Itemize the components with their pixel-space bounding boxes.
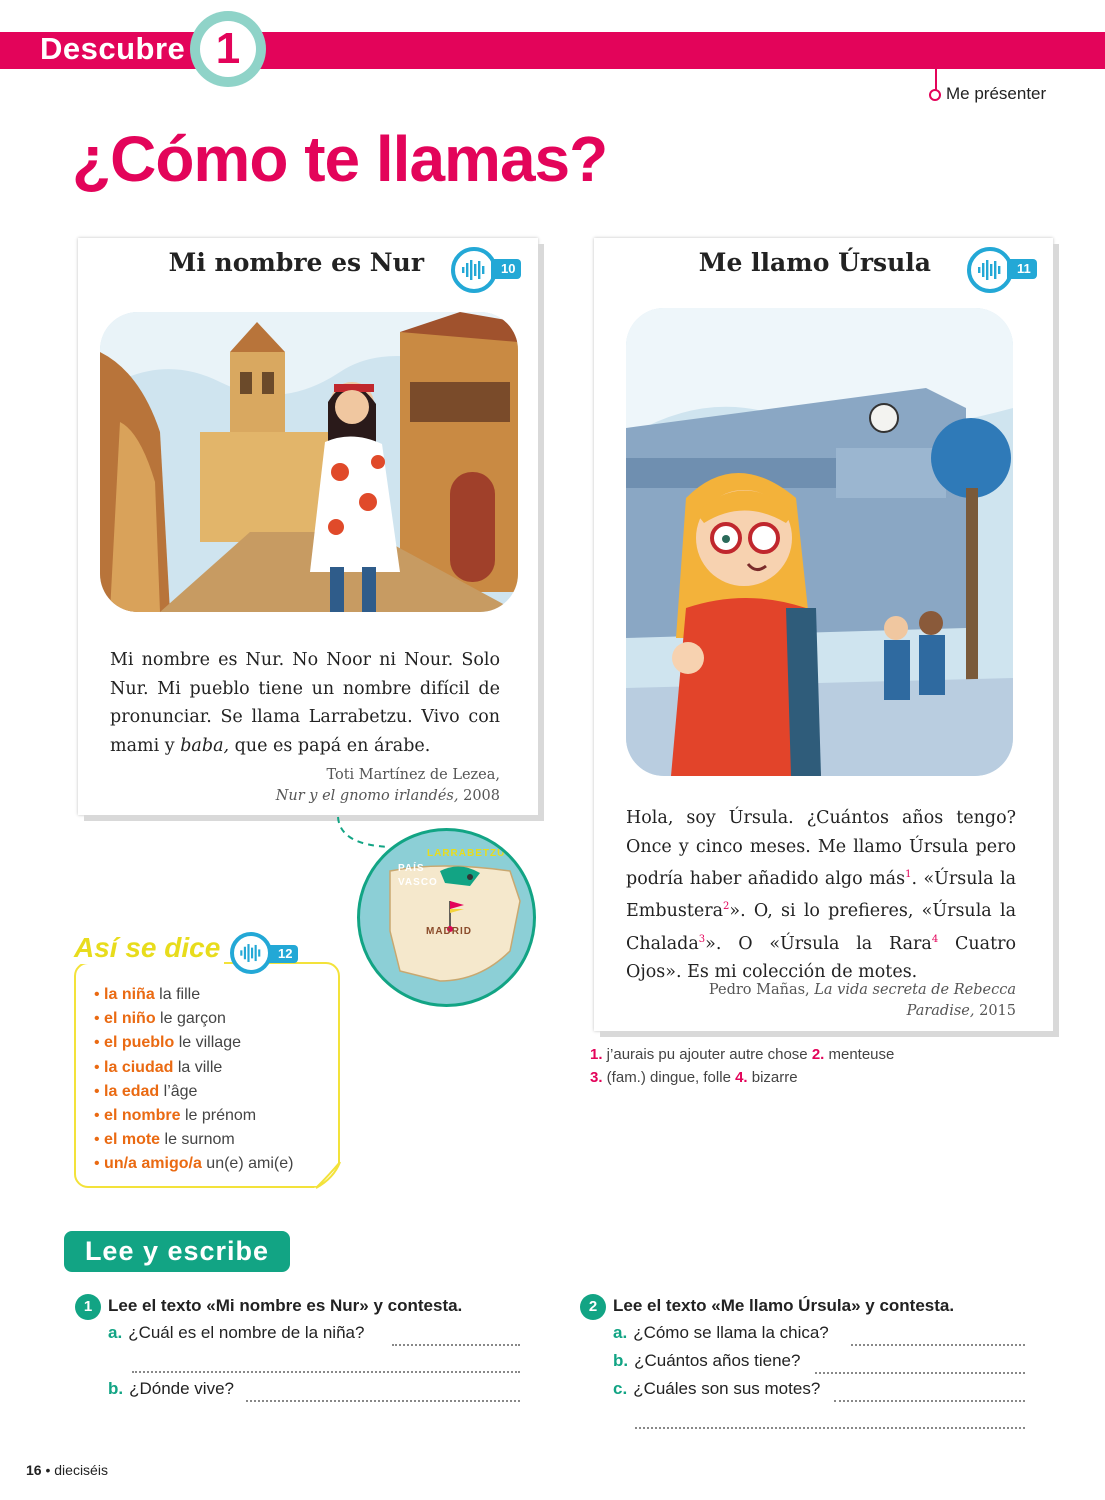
answer-line[interactable] [834,1386,1025,1402]
audio-icon[interactable] [230,932,272,974]
question-item: b. ¿Cuántos años tiene? [613,1351,801,1370]
answer-line[interactable] [635,1413,1025,1429]
card-nur [78,238,538,815]
unit-number: 1 [215,24,241,73]
audio-track-number: 11 [1007,259,1037,279]
objective-text: Me présenter [946,84,1047,103]
answer-line[interactable] [392,1330,520,1346]
question-title: Lee el texto «Mi nombre es Nur» y contesta. [108,1296,463,1315]
vocab-item: • el niño le garçon [94,1010,226,1028]
question-title: Lee el texto «Me llamo Úrsula» y contesta. [613,1296,955,1315]
page-footer: 16 • dieciséis [26,1462,108,1478]
vocab-item: • el mote le surnom [94,1131,235,1149]
vocab-item: • la ciudad la ville [94,1058,223,1076]
card-nur-title: Mi nombre es Nur [168,248,424,277]
map-spain [357,828,536,1007]
map-label-town: LARRABETZU [427,848,506,859]
lee-y-escribe-title: Lee y escribe [64,1231,290,1272]
answer-line[interactable] [815,1358,1025,1374]
page-curl-icon [312,1160,342,1190]
audio-track-number: 12 [268,945,298,963]
question-item: c. ¿Cuáles son sus motes? [613,1379,821,1398]
vocab-item: • un/a amigo/a un(e) ami(e) [94,1155,294,1173]
card-ursula-credit: Pedro Mañas, La vida secreta de Rebecca Paradise, 2015 [708,982,1016,1019]
answer-line[interactable] [246,1386,520,1402]
answer-line[interactable] [851,1330,1025,1346]
map-label-region-2: VASCO [398,877,438,888]
answer-line[interactable] [132,1357,520,1373]
vocab-item: • la edad l’âge [94,1082,198,1100]
card-ursula-text: Hola, soy Úrsula. ¿Cuántos años tengo? Once y cinco meses. Me llamo Úrsula pero podría haber añadido algo más$^1$. «Úrsula la Embustera$^2$». O, si lo prefieres, «Úrsula la Chalada$^3$». O «Úrsula la Rara$^4$ Cuatro Ojos». Es mi colección de motes. [626,808,1017,982]
map-label-capital: MADRID [426,926,472,937]
illustration-ursula [626,308,1013,776]
footnotes: 1. j’aurais pu ajouter autre chose 2. menteuse 3. (fam.) dingue, folle 4. bizarre [590,1046,895,1086]
vocab-list [94,983,293,1177]
audio-track-number: 10 [491,259,521,279]
question-item: a. ¿Cómo se llama la chica? [613,1323,829,1342]
card-nur-credit: Toti Martínez de Lezea, Nur y el gnomo irlandés, 2008 [275,767,500,804]
section-label: Descubre [40,31,186,66]
card-ursula-title: Me llamo Úrsula [698,248,931,277]
objective-dot-icon [929,89,941,101]
question-item: b. ¿Dónde vive? [108,1379,234,1398]
page-title: ¿Cómo te llamas? [72,123,608,195]
vocab-item: • el nombre le prénom [94,1107,257,1125]
vocab-item: • el pueblo le village [94,1034,241,1052]
question-number: 1 [75,1294,101,1320]
question-number: 2 [580,1294,606,1320]
map-label-region-1: PAÍS [398,863,425,874]
illustration-nur [100,312,518,612]
question-item: a. ¿Cuál es el nombre de la niña? [108,1323,365,1342]
vocab-item: • la niña la fille [94,986,201,1003]
card-nur-text: Mi nombre es Nur. No Noor ni Nour. Solo Nur. Mi pueblo tiene un nombre difícil de pronunciar. Se llama Larrabetzu. Vivo con mami y baba, que es papá en árabe. [110,650,500,756]
card-ursula [594,238,1053,1031]
asi-se-dice-title: Así se dice [74,932,224,964]
